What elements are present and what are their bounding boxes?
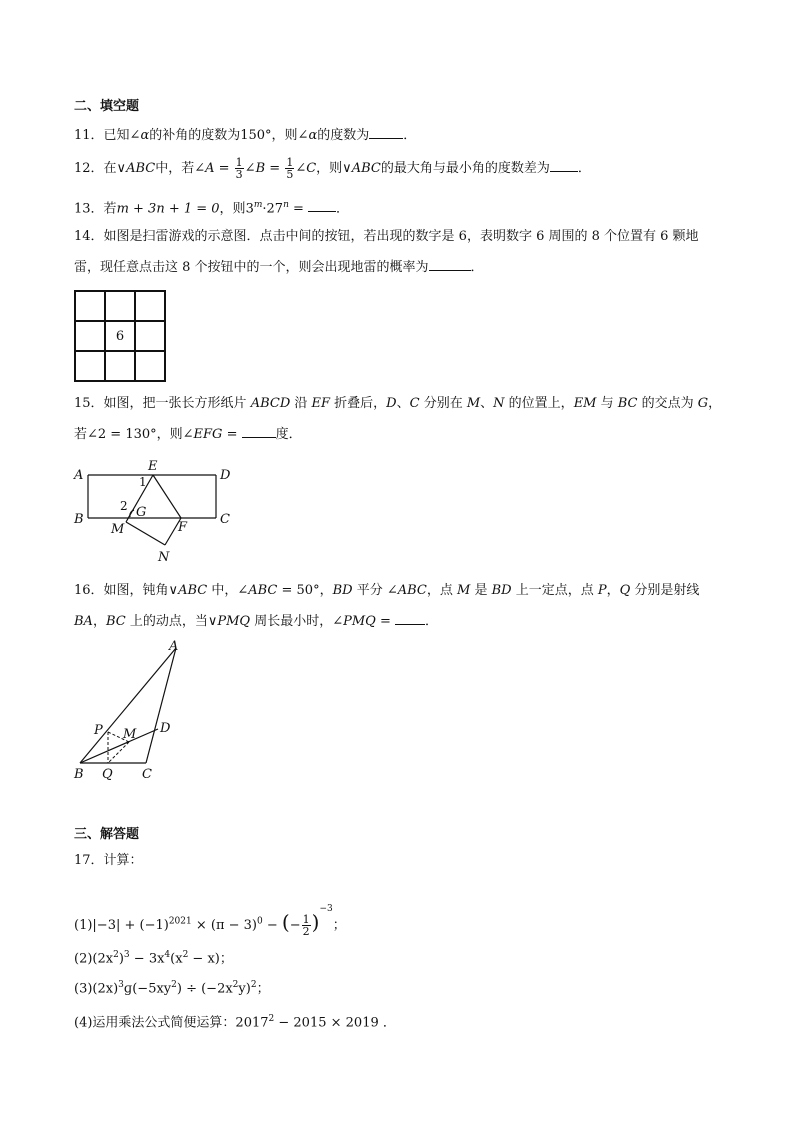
q14-end: ．: [470, 260, 484, 275]
math-expression: − 3x: [129, 951, 165, 967]
q15-var: M: [466, 396, 481, 411]
q15-var: D: [386, 396, 397, 411]
math-expression: (2x): [92, 981, 119, 997]
label-B: B: [74, 767, 84, 782]
label-C: C: [220, 512, 230, 527]
label-D: D: [160, 721, 171, 736]
grid-cell[interactable]: [75, 351, 105, 381]
grid-cell[interactable]: [105, 291, 135, 321]
q14-text: 雷，现任意点击这 8 个按钮中的一个，则会出现地雷的概率为: [74, 260, 429, 275]
minesweeper-grid: [74, 290, 166, 382]
answer-blank[interactable]: [429, 258, 471, 271]
q15-var: EM: [573, 396, 597, 411]
numerator: 1: [235, 156, 243, 169]
angle-sign: ∠: [244, 161, 256, 176]
q11-alpha: α: [308, 128, 318, 143]
answer-blank[interactable]: [369, 126, 403, 139]
exponent: 2: [113, 950, 119, 960]
label-P: P: [94, 723, 103, 738]
exponent: 3: [118, 980, 124, 990]
math-expression: ɡ(−5xy: [123, 981, 172, 997]
q17-part-3: [74, 976, 270, 998]
exponent: −3: [319, 904, 333, 914]
question-11: [74, 126, 416, 145]
label-Q: Q: [102, 767, 113, 782]
label-C: C: [142, 767, 152, 782]
q16-text: 上一定点，点: [511, 583, 598, 598]
question-15-line1: [74, 395, 721, 413]
numerator: 1: [302, 913, 310, 926]
q15-text: 若∠2 = 130°，则∠: [74, 427, 194, 442]
q15-var: EFG: [193, 427, 223, 442]
q16-var: Q: [619, 583, 631, 598]
label-N: N: [158, 550, 170, 565]
exponent: 2: [232, 980, 239, 990]
label-M: M: [111, 522, 125, 537]
q12-text: 在∨: [103, 161, 127, 176]
q15-var: BC: [617, 396, 638, 411]
q16-text: = 50°，: [277, 583, 333, 598]
q11-end: ．: [403, 128, 417, 143]
fraction-one-half: [302, 914, 311, 937]
fraction-one-third: [235, 157, 244, 180]
q15-text: 、: [480, 396, 494, 411]
math-expression: ) ÷ (−2x: [176, 981, 233, 997]
q16-text: 是: [470, 583, 492, 598]
q16-text: ，: [606, 583, 620, 598]
grid-cell[interactable]: [75, 321, 105, 351]
denominator: 2: [302, 925, 310, 938]
grid-cell[interactable]: [75, 291, 105, 321]
q15-text: 分别在: [419, 396, 467, 411]
q11-text: 的补角的度数为150°，则∠: [149, 128, 309, 143]
denominator: 5: [286, 168, 294, 181]
q16-var: BA: [74, 614, 93, 629]
q11-text: 的度数为: [317, 128, 370, 143]
q13-number: 13．: [74, 201, 104, 217]
q12-number: 12．: [74, 161, 104, 176]
grid-cell[interactable]: [135, 351, 165, 381]
q12-var: ABC: [126, 161, 156, 176]
q16-var: PMQ: [343, 614, 376, 629]
q13-exponent: m: [253, 200, 263, 210]
question-15-line2: [74, 425, 302, 444]
q16-text: 上的动点，当∨: [125, 614, 218, 629]
q13-eq: =: [288, 201, 309, 217]
question-16-line2: [74, 612, 438, 631]
q12-eq: =: [214, 161, 234, 176]
q16-var: ABC: [248, 583, 278, 598]
q16-text: 周长最小时，∠: [250, 614, 344, 629]
segment-MN: [126, 522, 165, 545]
q12-var: A: [205, 161, 215, 176]
label-A: A: [74, 468, 84, 483]
q12-text: ，则∨: [316, 161, 352, 176]
grid-cell[interactable]: [135, 291, 165, 321]
denominator: 3: [235, 168, 243, 181]
q12-var: ABC: [351, 161, 381, 176]
question-16-line1: [74, 582, 699, 600]
angle-2-arc: [130, 510, 134, 517]
q16-var: P: [597, 583, 607, 598]
question-13: [74, 196, 349, 218]
numerator: 1: [286, 156, 294, 169]
q16-var: M: [457, 583, 471, 598]
question-14-line1: 14．如图是扫雷游戏的示意图．点击中间的按钮，若出现的数字是 6，表明数字 6 周围的 8 个位置有 6 颗地: [74, 229, 699, 244]
exponent: 2: [268, 1014, 275, 1024]
label-angle-2: 2: [120, 499, 128, 513]
answer-blank[interactable]: [308, 199, 336, 212]
q13-base: 3: [245, 201, 254, 217]
q12-text: 的最大角与最小角的度数差为: [380, 161, 550, 176]
q13-end: ．: [336, 201, 350, 217]
left-paren: (: [281, 910, 290, 934]
q16-text: 中，∠: [207, 583, 249, 598]
exponent: 2: [250, 980, 257, 990]
right-paren: ): [311, 910, 320, 934]
label-B: B: [74, 512, 84, 527]
q13-exponent: n: [283, 200, 289, 210]
q16-var: BC: [105, 614, 126, 629]
q15-var: EF: [311, 396, 331, 411]
q12-var: B: [255, 161, 266, 176]
q17-part-4: [74, 1010, 396, 1032]
q15-var: C: [409, 396, 420, 411]
q15-text: 度．: [275, 427, 302, 442]
q17-part-2: [74, 946, 233, 968]
fraction-one-fifth: [285, 157, 294, 180]
q15-var: G: [697, 396, 709, 411]
q11-number: 11．: [74, 128, 104, 143]
answer-blank[interactable]: [395, 612, 425, 625]
q15-text: 15．如图，把一张长方形纸片: [74, 396, 251, 411]
q15-text: 的交点为: [637, 396, 698, 411]
q15-text: 与: [596, 396, 618, 411]
grid-cell-center[interactable]: 6: [105, 321, 135, 351]
math-expression: × (π − 3): [191, 918, 257, 933]
math-expression: (2x: [92, 951, 114, 967]
part-label: (4): [74, 1015, 93, 1031]
label-G: G: [136, 505, 147, 520]
question-14-line2: [74, 258, 484, 277]
exponent: 2021: [168, 916, 192, 927]
q12-text: 中，若∠: [155, 161, 206, 176]
q16-text: 16．如图，钝角∨: [74, 583, 179, 598]
math-expression: − x)；: [188, 951, 233, 967]
math-expression: ；: [256, 981, 270, 997]
q11-alpha: α: [140, 128, 150, 143]
exponent: 0: [257, 916, 263, 927]
math-expression: − 2015 × 2019 ．: [274, 1015, 396, 1031]
q16-text: 平分 ∠: [352, 583, 398, 598]
q16-var: BD: [491, 583, 512, 598]
q11-text: 已知∠: [103, 128, 141, 143]
q16-text: ，点: [426, 583, 458, 598]
angle-sign: ∠: [295, 161, 307, 176]
q16-text: =: [375, 614, 396, 629]
label-A: A: [169, 639, 179, 654]
math-expression: (x: [170, 951, 183, 967]
answer-blank[interactable]: [242, 425, 276, 438]
math-expression: |−3| + (−1): [92, 918, 169, 933]
part-label: (3): [74, 981, 93, 997]
q17-part-1: $(1)|-3| + (-1)^{2021} \times (\pi - 3)^0$ − (− $\frac{1}{2}$ )$^{-3}$；: [74, 904, 346, 938]
q16-var: BD: [332, 583, 353, 598]
label-angle-1: 1: [139, 475, 147, 489]
math-expression: ): [118, 951, 124, 967]
q15-text: 折叠后，: [330, 396, 387, 411]
q12-end: ．: [577, 161, 591, 176]
q13-base: ·27: [262, 201, 284, 217]
label-F: F: [178, 520, 188, 535]
question-17-title: 17．计算：: [74, 853, 143, 868]
part-label: (1): [74, 918, 93, 933]
q15-var: N: [493, 396, 505, 411]
math-expression: −: [262, 918, 282, 933]
exponent: 2: [182, 950, 189, 960]
folded-rectangle-figure: [68, 455, 238, 565]
question-12: [74, 156, 591, 182]
math-expression: 运用乘法公式简便运算：2017: [92, 1015, 269, 1031]
section-title-fill-in: 二、填空题: [74, 99, 140, 114]
q15-text: 的位置上，: [504, 396, 574, 411]
q16-text: 分别是射线: [630, 583, 700, 598]
exponent: 4: [164, 950, 171, 960]
q15-text: 沿: [290, 396, 312, 411]
label-D: D: [220, 468, 231, 483]
q16-var: PMQ: [217, 614, 251, 629]
obtuse-triangle-figure: [68, 636, 198, 786]
label-M: M: [123, 727, 137, 742]
q13-text: ，则: [219, 201, 246, 217]
q12-eq: =: [265, 161, 285, 176]
label-E: E: [148, 459, 158, 474]
part-label: (2): [74, 951, 93, 967]
q16-var: ABC: [397, 583, 427, 598]
q15-text: ，: [708, 396, 722, 411]
q15-var: ABCD: [250, 396, 291, 411]
fold-line-EF: [153, 475, 181, 518]
answer-blank[interactable]: [550, 159, 578, 172]
section-title-solve: 三、解答题: [74, 827, 140, 842]
exponent: 2: [171, 980, 177, 990]
q13-expression: m + 3n + 1 = 0: [116, 201, 220, 217]
exponent: 3: [123, 950, 130, 960]
q12-var: C: [306, 161, 317, 176]
q16-end: ．: [425, 614, 439, 629]
math-end: ；: [332, 918, 346, 933]
q13-text: 若: [103, 201, 117, 217]
q16-text: ，: [92, 614, 106, 629]
grid-cell[interactable]: [135, 321, 165, 351]
grid-cell[interactable]: [105, 351, 135, 381]
bisector-BD: [80, 729, 158, 763]
q16-var: ABC: [178, 583, 208, 598]
dashed-MQ: [108, 742, 129, 763]
math-expression: y): [238, 981, 251, 997]
q15-text: =: [222, 427, 242, 442]
q15-text: 、: [396, 396, 410, 411]
